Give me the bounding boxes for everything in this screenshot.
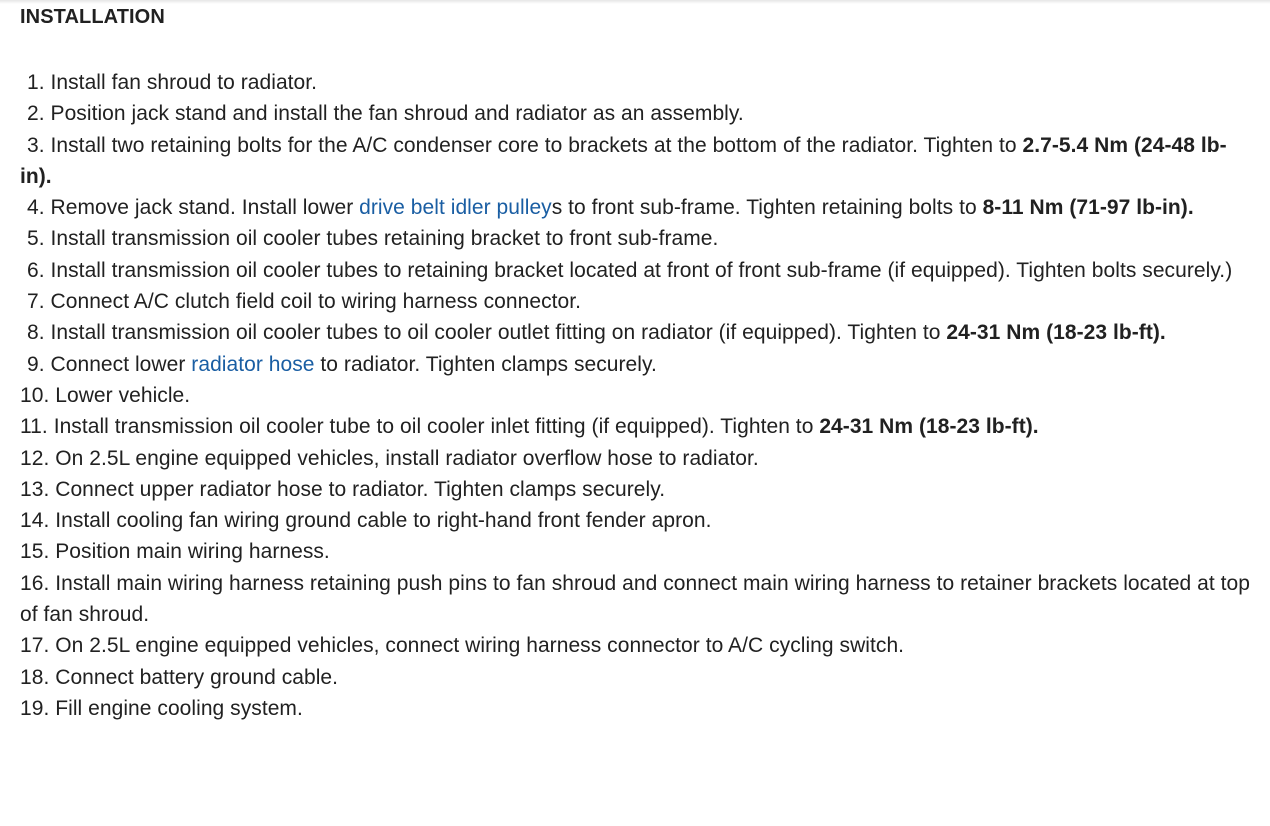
step-number: 8. — [27, 321, 45, 345]
torque-spec: 24-31 Nm (18-23 lb-ft). — [946, 321, 1166, 345]
step-text: Install two retaining bolts for the A/C condenser core to brackets at the bottom of the radiator. Tighten to — [50, 133, 1023, 157]
step-number: 17. — [20, 634, 50, 658]
step-text: Install transmission oil cooler tube to oil cooler inlet fitting (if equipped). Tighten to — [53, 415, 820, 439]
top-shadow-divider — [0, 0, 1270, 4]
step-text: Install cooling fan wiring ground cable to right-hand front fender apron. — [55, 509, 712, 533]
step-number: 16. — [20, 571, 50, 595]
step-10 — [20, 380, 1250, 411]
torque-spec: 8-11 Nm (71-97 lb-in). — [982, 196, 1194, 220]
step-number: 6. — [27, 258, 45, 282]
step-text: Position jack stand and install the fan shroud and radiator as an assembly. — [50, 102, 744, 126]
step-6 — [20, 255, 1250, 286]
step-number: 13. — [20, 477, 50, 501]
step-number: 19. — [20, 696, 50, 720]
step-text: On 2.5L engine equipped vehicles, connect wiring harness connector to A/C cycling switch. — [55, 634, 905, 658]
step-14 — [20, 505, 1250, 536]
section-title: INSTALLATION — [20, 6, 165, 28]
step-text: Install main wiring harness retaining push pins to fan shroud and connect main wiring harness to retainer brackets located at top of fan shroud. — [20, 571, 1251, 627]
step-text: Install transmission oil cooler tubes retaining bracket to front sub-frame. — [50, 227, 719, 251]
step-number: 7. — [27, 290, 45, 314]
step-text: Connect A/C clutch field coil to wiring harness connector. — [50, 290, 582, 314]
step-8 — [20, 317, 1250, 348]
step-text: On 2.5L engine equipped vehicles, install radiator overflow hose to radiator. — [55, 446, 759, 470]
step-9 — [20, 349, 1250, 380]
step-5 — [20, 223, 1250, 254]
step-text: Position main wiring harness. — [55, 540, 330, 564]
step-number: 2. — [27, 102, 45, 126]
step-17 — [20, 630, 1250, 661]
step-18 — [20, 662, 1250, 693]
step-number: 1. — [27, 71, 45, 94]
step-13 — [20, 474, 1250, 505]
torque-spec: 24-31 Nm (18-23 lb-ft). — [819, 415, 1039, 439]
step-text: Remove jack stand. Install lower — [50, 196, 360, 220]
step-number: 14. — [20, 509, 50, 533]
step-number: 15. — [20, 540, 50, 564]
step-text: to radiator. Tighten clamps securely. — [314, 352, 657, 376]
step-2 — [20, 98, 1250, 129]
step-text: Connect upper radiator hose to radiator. Tighten clamps securely. — [55, 477, 666, 501]
step-15 — [20, 536, 1250, 567]
step-12 — [20, 443, 1250, 474]
step-text: Fill engine cooling system. — [55, 696, 303, 720]
step-11 — [20, 411, 1250, 442]
step-number: 5. — [27, 227, 45, 251]
step-text: Install fan shroud to radiator. — [50, 71, 318, 94]
step-3 — [20, 130, 1250, 193]
step-number: 3. — [27, 133, 45, 157]
step-number: 4. — [27, 196, 45, 220]
step-text: Connect battery ground cable. — [55, 665, 339, 689]
step-19 — [20, 693, 1250, 724]
document-page — [20, 5, 1250, 724]
step-text: Install transmission oil cooler tubes to retaining bracket located at front of front sub-frame (if equipped). Tighten bolts securely.) — [50, 258, 1233, 282]
link-drive-belt-idler-pulley[interactable]: drive belt idler pulley — [359, 196, 552, 220]
step-number: 10. — [20, 383, 50, 407]
step-number: 12. — [20, 446, 50, 470]
step-1 — [20, 67, 1250, 98]
installation-steps-list — [20, 67, 1250, 724]
step-7 — [20, 286, 1250, 317]
step-text: Install transmission oil cooler tubes to oil cooler outlet fitting on radiator (if equipped). Tighten to — [50, 321, 947, 345]
step-text: Lower vehicle. — [55, 383, 191, 407]
torque-spec: 2.7-5.4 Nm (24-48 lb-in). — [20, 133, 1227, 188]
step-number: 18. — [20, 665, 50, 689]
link-radiator-hose[interactable]: radiator hose — [191, 352, 315, 376]
step-4 — [20, 192, 1250, 223]
step-text: s to front sub-frame. Tighten retaining bolts to — [551, 196, 983, 220]
step-number: 9. — [27, 352, 45, 376]
step-number: 11. — [20, 415, 48, 439]
step-text: Connect lower — [50, 352, 192, 376]
step-16 — [20, 568, 1250, 631]
